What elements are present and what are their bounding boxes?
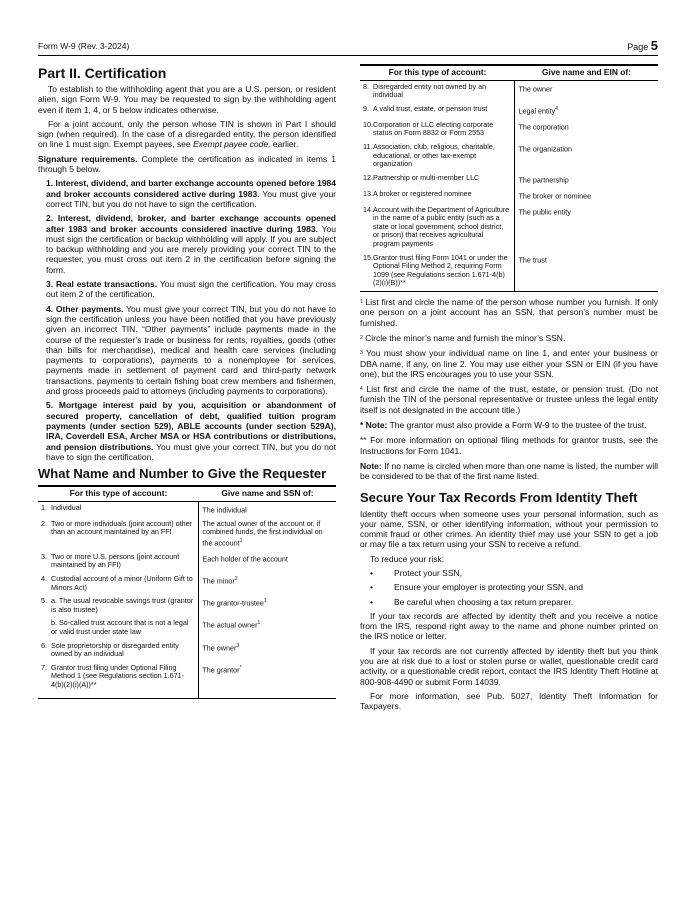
- ssn-col-give: Give name and SSN of:: [199, 487, 336, 501]
- table-row: 5. a. The usual revocable savings trust (grantor is also trustee) The grantor-trustee$^1$: [38, 595, 336, 617]
- table-row: 4. Custodial account of a minor (Uniform Gift to Minors Act) The minor$^2$: [38, 573, 336, 595]
- part2-title: Part II. Certification: [38, 65, 167, 81]
- ssn-table: [38, 485, 336, 698]
- footnote-note: Note: If no name is circled when more than one name is listed, the number will be considered to be that of the first name listed.: [360, 460, 658, 482]
- table-row: 9. A valid trust, estate, or pension trust Legal entity$^4$: [360, 103, 658, 119]
- footnote-3: $^3$ You must show your individual name on line 1, and enter your business or DBA name, if any, on line 2. You may use either your SSN or EIN (if you have one), but the IRS encourages you to use your SSN.: [360, 348, 658, 379]
- table-row: 12.Partnership or multi-member LLC The partnership: [360, 172, 658, 188]
- left-column: [38, 64, 336, 699]
- secure-p5: For more information, see Pub. 5027, Identity Theft Information for Taxpayers.: [360, 690, 658, 712]
- table-row: 2. Two or more individuals (joint account) other than an account maintained by an FFI The actual owner of the account or, if combined funds, the first individual on the account$^1$: [38, 518, 336, 551]
- table-row: 13.A broker or registered nominee The broker or nominee: [360, 188, 658, 204]
- risk-list: [370, 568, 658, 607]
- ein-col-give: Give name and EIN of:: [515, 66, 658, 80]
- list-item: • Protect your SSN,: [370, 568, 658, 578]
- right-column: [360, 64, 658, 716]
- signature-requirements: Signature requirements. Complete the certification as indicated in items 1 through 5 below.: [38, 153, 336, 175]
- secure-p1: Identity theft occurs when someone uses your personal information, such as your name, SSN, or other identifying information, without your permission to commit fraud or other crimes. An identity thief may use your SSN to get a job or may file a tax return using your SSN to receive a refund.: [360, 508, 658, 550]
- part2-joint-account: For a joint account, only the person whose TIN is shown in Part I should sign (when required). In the case of a disregarded entity, the person identified on line 1 must sign. Exempt payees, see Exempt payee code, earlier.: [38, 118, 336, 150]
- cert-item-1: 1. Interest, dividend, and barter exchange accounts opened before 1984 and broker accounts considered active during 1983. You must give your correct TIN, but you do not have to sign the certification.: [46, 178, 336, 209]
- table-row: 6. Sole proprietorship or disregarded entity owned by an individual The owner$^3$: [38, 640, 336, 662]
- list-item: • Ensure your employer is protecting your SSN, and: [370, 582, 658, 592]
- footnote-star: * Note: The grantor must also provide a Form W-9 to the trustee of the trust.: [360, 420, 647, 431]
- table-row: b. So-called trust account that is not a legal or valid trust under state law The actual owner$^1$: [38, 617, 336, 639]
- what-name-title: What Name and Number to Give the Requester: [38, 466, 327, 482]
- cert-item-3: 3. Real estate transactions. You must sign the certification. You may cross out item 2 of the certification.: [46, 279, 336, 300]
- footnote-4: $^4$ List first and circle the name of the trust, estate, or pension trust. (Do not furnish the TIN of the personal representative or trustee unless the legal entity itself is not designated in the account title.): [360, 384, 658, 415]
- table-row: 7. Grantor trust filing under Optional Filing Method 1 (see Regulations section 1.671-4(b)(2)(i)(A))** The grantor*: [38, 662, 336, 698]
- cert-item-5: 5. Mortgage interest paid by you, acquisition or abandonment of secured property, cancellation of debt, qualified tuition program payments (under section 529), ABLE accounts (under section 529A), IRA, Coverdell ESA, Archer MSA or HSA contributions or distributions, and pension distributions. You must give your correct TIN, but you do not have to sign the certification.: [46, 400, 336, 462]
- table-row: 14.Account with the Department of Agriculture in the name of a public entity (such as a state or local government, school district, or prison) that receives agricultural program payments The public entity: [360, 204, 658, 252]
- secure-p4: If your tax records are not currently affected by identity theft but you think you are at risk due to a lost or stolen purse or wallet, questionable credit card activity, or a questionable credit report, contact the IRS Identity Theft Hotline at 800-908-4490 or submit Form 14039.: [360, 645, 658, 687]
- list-item: • Be careful when choosing a tax return preparer.: [370, 597, 658, 607]
- secure-title: Secure Your Tax Records From Identity Theft: [360, 489, 638, 505]
- page-number: Page 5: [627, 38, 658, 53]
- table-row: 3. Two or more U.S. persons (joint account maintained by an FFI) Each holder of the account: [38, 551, 336, 573]
- part2-intro: To establish to the withholding agent that you are a U.S. person, or resident alien, sign Form W-9. You may be requested to sign by the withholding agent even if item 1, 4, or 5 below indicates otherwise.: [38, 84, 336, 115]
- form-id: Form W-9 (Rev. 3-2024): [38, 41, 130, 51]
- cert-item-2: 2. Interest, dividend, broker, and barter exchange accounts opened after 1983 and broker accounts considered inactive during 1983. You must sign the certification or backup withholding will apply. If you are subject to backup withholding and you are merely providing your correct TIN to the requester, you must cross out item 2 in the certification before signing the form.: [46, 213, 336, 275]
- secure-p3: If your tax records are affected by identity theft and you receive a notice from the IRS, respond right away to the name and phone number printed on the IRS notice or letter.: [360, 610, 658, 642]
- table-row: 1. Individual The individual: [38, 501, 336, 517]
- table-row: 10.Corporation or LLC electing corporate status on Form 8832 or Form 2553 The corporation: [360, 119, 658, 141]
- footnote-1: $^1$ List first and circle the name of the person whose number you furnish. If only one person on a joint account has an SSN, that person’s number must be furnished.: [360, 297, 658, 328]
- table-row: 8. Disregarded entity not owned by an individual The owner: [360, 80, 658, 103]
- footnote-double-star: ** For more information on optional filing methods for grantor trusts, see the Instructions for Form 1041.: [360, 435, 658, 456]
- cert-item-4: 4. Other payments. You must give your correct TIN, but you do not have to sign the certification unless you have been notified that you have previously given an incorrect TIN. “Other payments” include payments made in the course of the requester’s trade or business for rents, royalties, goods (other than bills for merchandise), medical and health care services (including payments to corporations), payments to a nonemployee for services, payments made in settlement of payment card and third-party network transactions, payments to certain fishing boat crew members and fishermen, and gross proceeds paid to attorneys (including payments to corporations).: [46, 303, 336, 397]
- table-row: 11.Association, club, religious, charitable, educational, or other tax-exempt organization The organization: [360, 141, 658, 172]
- ein-col-account: For this type of account:: [360, 66, 515, 80]
- ein-table: [360, 64, 658, 292]
- footnote-2: $^2$ Circle the minor’s name and furnish the minor’s SSN.: [360, 332, 566, 343]
- table-row: 15.Grantor trust filing Form 1041 or under the Optional Filing Method 2, requiring Form 1099 (see Regulations section 1.671-4(b)(2)(i)(B))** The trust: [360, 252, 658, 291]
- page-header: [38, 38, 658, 56]
- ssn-col-account: For this type of account:: [38, 487, 199, 501]
- secure-p2: To reduce your risk:: [370, 553, 445, 564]
